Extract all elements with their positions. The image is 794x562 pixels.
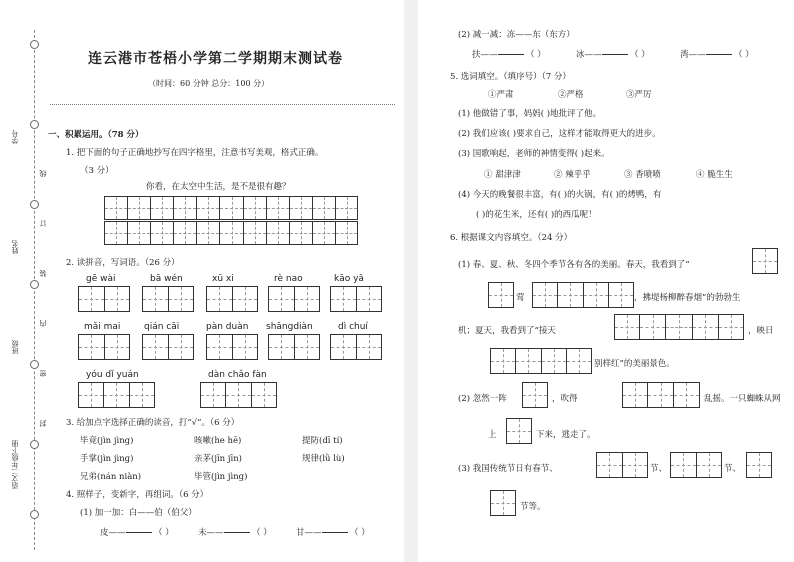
answer-blank[interactable]	[706, 48, 732, 58]
fill-line[interactable]: (1) 他做错了事，妈妈( )地批评了他。	[458, 109, 602, 119]
fill-line[interactable]: (2) 我们应该( )要求自己，这样才能取得更大的进步。	[458, 129, 661, 139]
binding-hole	[30, 510, 39, 519]
reading-choice[interactable]: 提防(dī tí)	[302, 436, 343, 446]
answer-box[interactable]	[330, 334, 382, 360]
name-label: 姓名	[11, 240, 19, 254]
word-option: ④ 脆生生	[696, 170, 733, 180]
fold-mark: 线	[39, 170, 47, 177]
pinyin-label: rè nao	[274, 274, 303, 284]
fill-text: 莺	[516, 293, 525, 303]
fill-line[interactable]: ( )的花生米，还有( )的西瓜呢！	[476, 210, 597, 220]
word-part: 皮——	[100, 528, 126, 538]
answer-box[interactable]	[78, 382, 155, 408]
question-4-example: (1) 加一加：白——伯（伯父）	[80, 508, 197, 518]
reading-choice[interactable]: 规律(lǜ lù)	[302, 454, 345, 464]
answer-blank[interactable]	[322, 526, 348, 536]
exam-meta: （时间：60 分钟 总分：100 分）	[148, 79, 270, 88]
writing-grid-row[interactable]	[104, 196, 358, 220]
answer-box[interactable]	[746, 452, 772, 478]
fill-line[interactable]: (3) 国歌响起，老师的神情变得( )起来。	[458, 149, 610, 159]
answer-blank[interactable]	[498, 48, 524, 58]
page-gutter	[404, 0, 418, 562]
answer-box[interactable]	[622, 382, 700, 408]
answer-box[interactable]	[330, 286, 382, 312]
answer-box[interactable]	[488, 282, 514, 308]
question-1-score: （3 分）	[80, 166, 114, 176]
answer-box[interactable]	[206, 286, 258, 312]
pinyin-label: bā wén	[150, 274, 183, 284]
answer-paren[interactable]: （ ）	[350, 528, 370, 538]
pinyin-label: gē wài	[86, 274, 116, 284]
pinyin-label: mǎi mai	[84, 322, 121, 332]
answer-paren[interactable]: （ ）	[526, 50, 546, 60]
answer-box[interactable]	[142, 286, 194, 312]
answer-box[interactable]	[78, 286, 130, 312]
word-option: ①严肃	[488, 90, 514, 100]
word-option: ③ 香喷喷	[624, 170, 661, 180]
binding-line	[34, 30, 35, 550]
fill-text: 乱摇。一只蜘蛛从网	[704, 394, 781, 404]
question-3: 3. 给加点字选择正确的读音，打“√”。（6 分）	[66, 418, 240, 428]
fill-text: 节等。	[520, 502, 546, 512]
question-5: 5. 选词填空。（填序号）（7 分）	[450, 72, 571, 82]
answer-box[interactable]	[670, 452, 722, 478]
answer-box[interactable]	[596, 452, 648, 478]
copy-sentence: 你看，在太空中生活，是不是很有趣？	[146, 182, 291, 192]
word-option: ① 甜津津	[484, 170, 521, 180]
word-part: 扶——	[472, 50, 498, 60]
pinyin-label: pàn duàn	[206, 322, 249, 332]
pinyin-label: yóu dǐ yuán	[86, 370, 139, 380]
fill-line[interactable]: (4) 今天的晚餐很丰富，有( )的火锅，有( )的烤鸭，有	[458, 190, 662, 200]
fold-mark: 订	[39, 220, 47, 227]
binding-hole	[30, 280, 39, 289]
pinyin-label: dì chuí	[338, 322, 368, 332]
word-part: 湾——	[680, 50, 706, 60]
grade-label: 语文二年级下册	[11, 440, 19, 489]
question-4-part-2: (2) 减一减：冻——东（东方）	[458, 30, 575, 40]
answer-box[interactable]	[522, 382, 548, 408]
reading-choice[interactable]: 毕竟(jìn jìng)	[80, 436, 134, 446]
answer-box[interactable]	[532, 282, 634, 308]
page-title: 连云港市苍梧小学第二学期期末测试卷	[88, 51, 343, 67]
answer-box[interactable]	[614, 314, 744, 340]
fill-text: 别样红”的美丽景色。	[594, 359, 675, 369]
fill-text: (2) 忽然一阵	[458, 394, 507, 404]
fill-text: ，映日	[748, 326, 774, 336]
binding-hole	[30, 120, 39, 129]
word-part: 未——	[198, 528, 224, 538]
fill-text: 下来，逃走了。	[536, 430, 596, 440]
answer-paren[interactable]: （ ）	[154, 528, 174, 538]
answer-box[interactable]	[752, 248, 778, 274]
fill-text: ，吹得	[552, 394, 578, 404]
pinyin-label: xū xi	[212, 274, 234, 284]
reading-choice[interactable]: 亲茅(jīn jīn)	[194, 454, 242, 464]
question-6: 6. 根据课文内容填空。（24 分）	[450, 233, 573, 243]
answer-box[interactable]	[268, 286, 320, 312]
answer-box[interactable]	[206, 334, 258, 360]
writing-grid-row[interactable]	[104, 221, 358, 245]
question-4: 4. 照样子，变新字，再组词。（6 分）	[66, 490, 209, 500]
binding-hole	[30, 360, 39, 369]
fill-text: (3) 我国传统节日有春节、	[458, 464, 558, 474]
fold-mark: 装	[39, 270, 47, 277]
answer-paren[interactable]: （ ）	[630, 50, 650, 60]
fill-text: 节、	[724, 464, 742, 474]
fold-mark: 内	[39, 320, 47, 327]
word-option: ③严厉	[626, 90, 652, 100]
fold-mark: 密	[39, 370, 47, 377]
reading-choice[interactable]: 咳嗽(he hē)	[194, 436, 242, 446]
question-2: 2. 读拼音，写词语。（26 分）	[66, 258, 180, 268]
word-option: ② 辣乎乎	[554, 170, 591, 180]
answer-box[interactable]	[142, 334, 194, 360]
section-heading: 一、积累运用。（78 分）	[48, 130, 144, 140]
word-option: ②严格	[558, 90, 584, 100]
reading-choice[interactable]: 兄弟(nán niàn)	[80, 472, 142, 482]
answer-box[interactable]	[490, 490, 516, 516]
binding-hole	[30, 200, 39, 209]
class-label: 班级	[11, 340, 19, 354]
right-page	[418, 0, 794, 562]
answer-blank[interactable]	[602, 48, 628, 58]
fill-text: 机；夏天，我看到了“接天	[458, 326, 556, 336]
fill-text: 上	[488, 430, 497, 440]
word-part: 冰——	[576, 50, 602, 60]
fill-text: (1) 春、夏、秋、冬四个季节各有各的美丽。春天，我看到了“	[458, 260, 690, 270]
reading-choice[interactable]: 毕管(jìn jìng)	[194, 472, 248, 482]
binding-hole	[30, 440, 39, 449]
answer-box[interactable]	[78, 334, 130, 360]
fold-mark: 封	[39, 420, 47, 427]
question-1: 1. 把下面的句子正确地抄写在四字格里，注意书写美观，格式正确。	[66, 148, 324, 158]
answer-box[interactable]	[200, 382, 277, 408]
pinyin-label: dàn chǎo fàn	[208, 370, 267, 380]
pinyin-label: shāngdiàn	[266, 322, 313, 332]
divider	[50, 104, 395, 105]
answer-blank[interactable]	[224, 526, 250, 536]
reading-choice[interactable]: 手掌(jìn jìng)	[80, 454, 134, 464]
answer-box[interactable]	[506, 418, 532, 444]
answer-blank[interactable]	[126, 526, 152, 536]
fill-text: ，拂堤杨柳醉春烟”的勃勃生	[634, 293, 741, 303]
word-part: 甘——	[296, 528, 322, 538]
student-id-label: 学号	[11, 130, 19, 144]
answer-paren[interactable]: （ ）	[734, 50, 754, 60]
answer-paren[interactable]: （ ）	[252, 528, 272, 538]
binding-hole	[30, 40, 39, 49]
pinyin-label: qián cāi	[144, 322, 180, 332]
answer-box[interactable]	[490, 348, 592, 374]
pinyin-label: kāo yā	[334, 274, 364, 284]
fill-text: 节、	[650, 464, 668, 474]
answer-box[interactable]	[268, 334, 320, 360]
